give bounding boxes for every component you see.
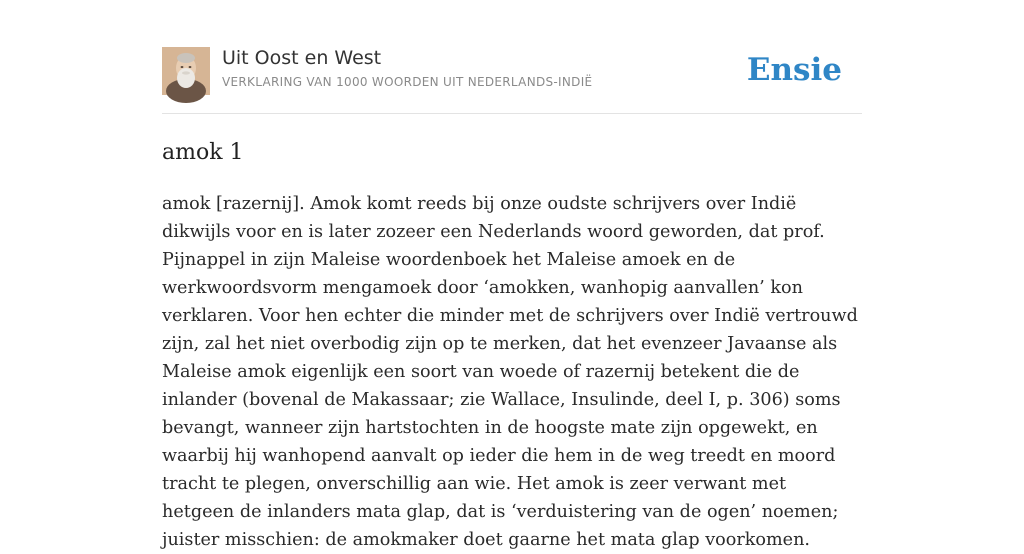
- brand-logo-link[interactable]: Ensie: [746, 52, 842, 88]
- site-header: [162, 46, 862, 96]
- author-portrait-icon[interactable]: [162, 47, 210, 95]
- header-divider: [162, 113, 862, 114]
- source-subtitle: VERKLARING VAN 1000 WOORDEN UIT NEDERLANDS-INDIË: [222, 75, 593, 89]
- source-title[interactable]: Uit Oost en West: [222, 47, 382, 69]
- entry-title: amok 1: [162, 140, 244, 165]
- entry-body: amok [razernij]. Amok komt reeds bij onze oudste schrijvers over Indië dikwijls voor en is later zozeer een Nederlands woord geworden, dat prof. Pijnappel in zijn Maleise woordenboek het Maleise amoek en de werkwoordsvorm mengamoek door ‘amokken, wanhopig aanvallen’ kon verklaren. Voor hen echter die minder met de schrijvers over Indië vertrouwd zijn, zal het niet overbodig zijn op te merken, dat het evenzeer Javaanse als Maleise amok eigenlijk een soort van woede of razernij betekent die de inlander (bovenal de Makassaar; zie Wallace, Insulinde, deel I, p. 306) soms bevangt, wanneer zijn hartstochten in de hoogste mate zijn opgewekt, en waarbij hij wanhopend aanvalt op ieder die hem in de weg treedt en moord tracht te plegen, onverschillig aan wie. Het amok is zeer verwant met hetgeen de inlanders mata glap, dat is ‘verduistering van de ogen’ noemen; juister misschien: de amokmaker doet gaarne het mata glap voorkomen.: [162, 194, 858, 550]
